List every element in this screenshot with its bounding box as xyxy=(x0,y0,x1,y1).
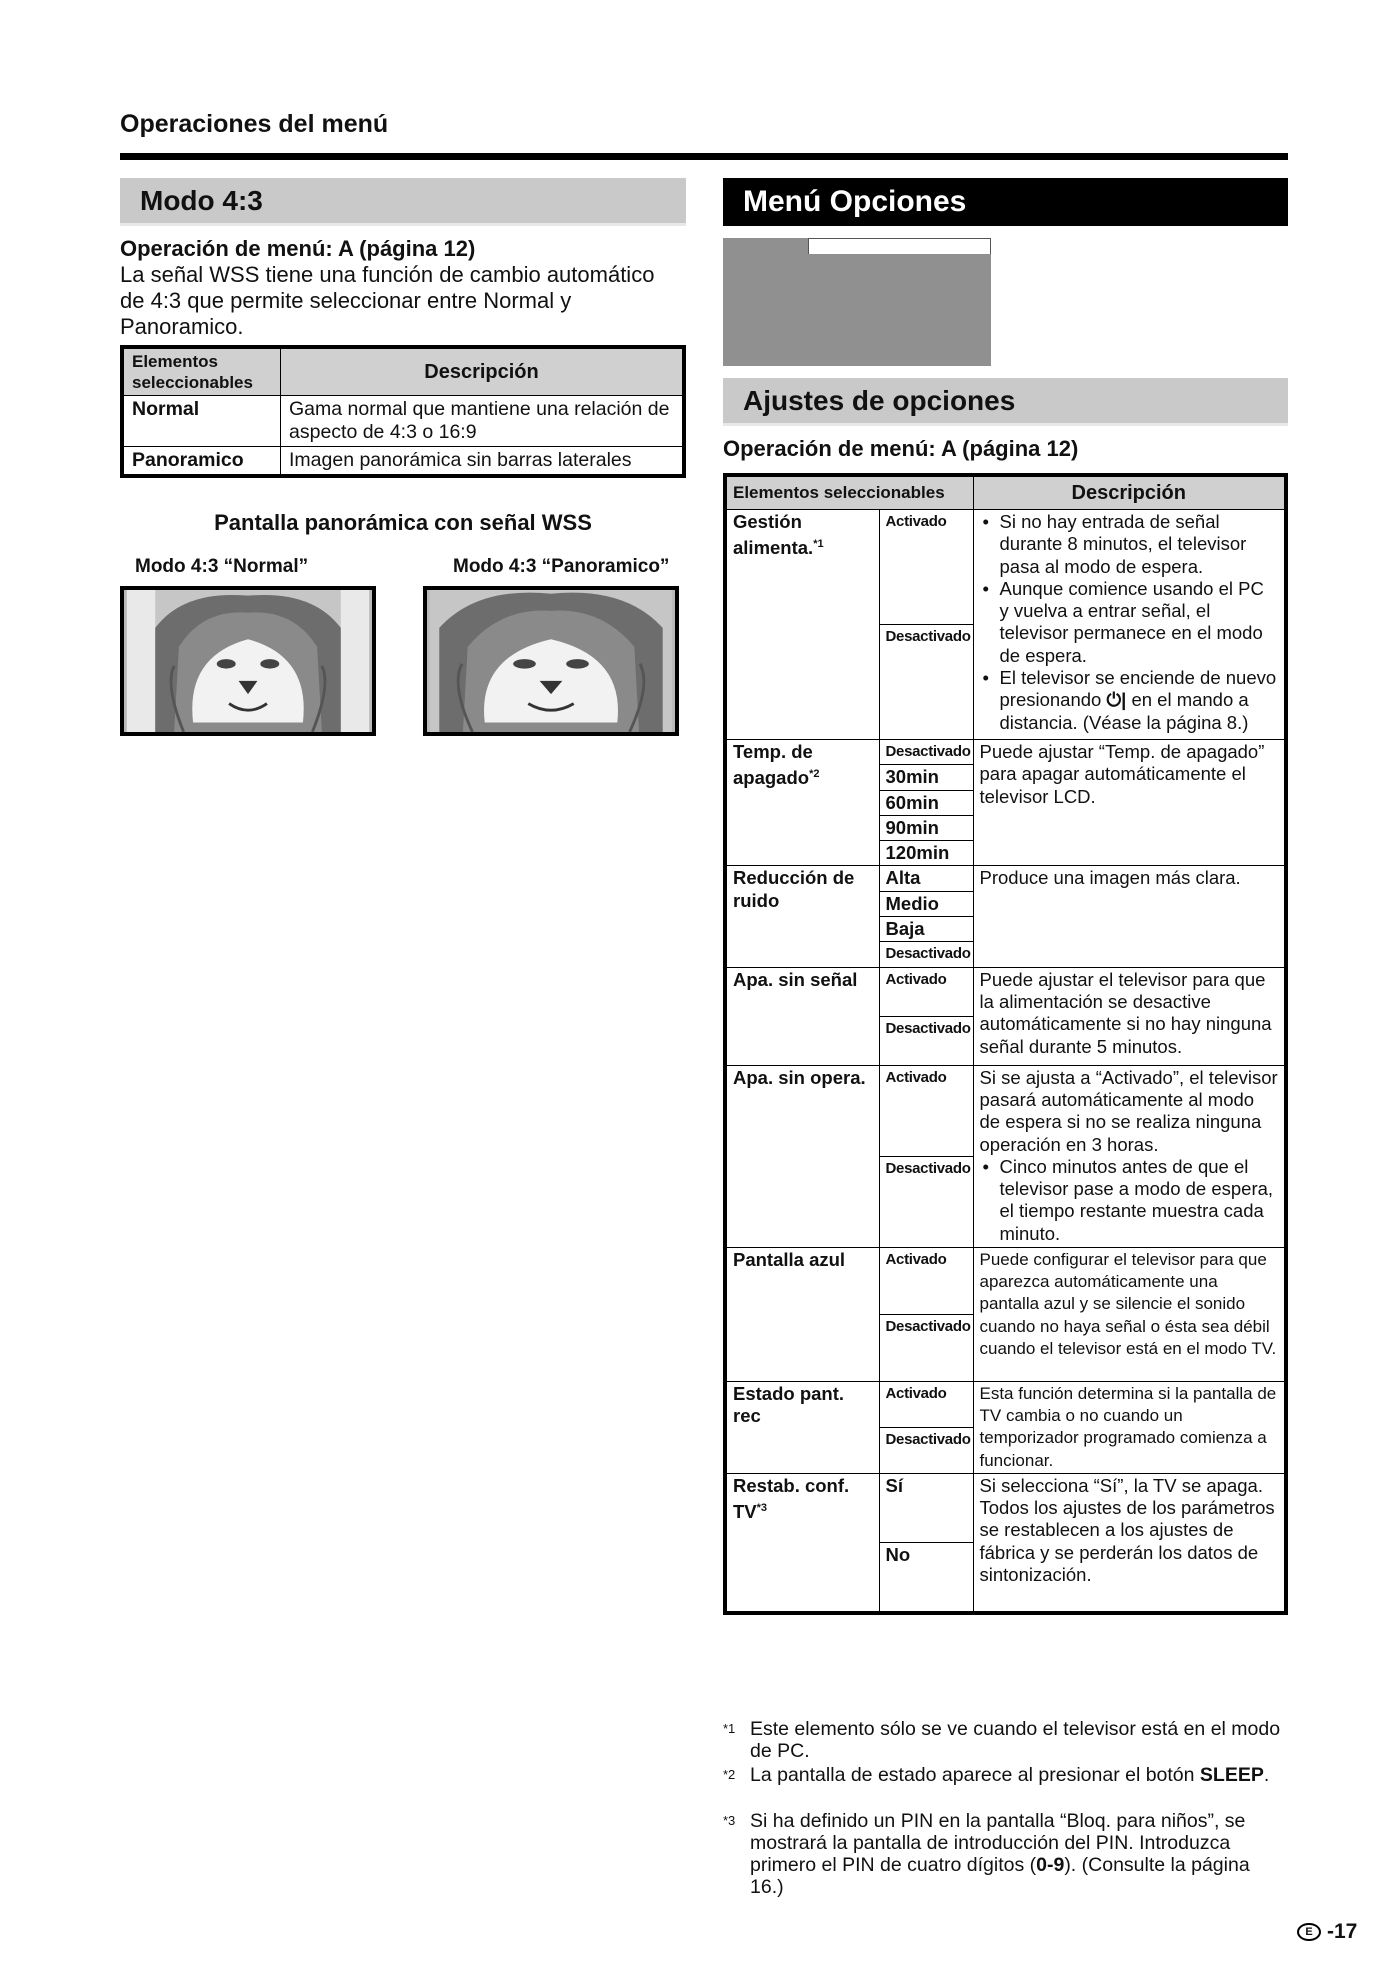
modo43-title: Modo 4:3 xyxy=(120,178,686,226)
item-ruido: Reducción de ruido xyxy=(725,866,879,967)
item-estado-pant: Estado pant. rec xyxy=(725,1381,879,1473)
col-header-items: Elementos seleccionables xyxy=(725,475,973,510)
option-30min: 30min xyxy=(879,765,973,790)
item-temp: Temp. de apagado$^{*2}$ xyxy=(725,740,879,866)
screen-normal-illustration xyxy=(120,586,376,736)
page-number-text: -17 xyxy=(1327,1920,1358,1943)
menu-tab-graphic xyxy=(808,238,991,254)
header-rule xyxy=(120,153,1288,160)
table-row xyxy=(122,447,684,477)
col-header-description: Descripción xyxy=(281,347,685,396)
table-row xyxy=(725,866,1286,891)
desc-temp: Puede ajustar “Temp. de apagado” para apagar automáticamente el televisor LCD. xyxy=(973,740,1286,866)
running-header: Operaciones del menú xyxy=(120,110,389,138)
item-restab: Restab. conf. TV$^{*3}$ xyxy=(725,1473,879,1613)
option-activado: Activado xyxy=(879,1247,973,1314)
option-si: Sí xyxy=(879,1473,973,1542)
option-desactivado: Desactivado xyxy=(879,740,973,765)
option-desactivado: Desactivado xyxy=(879,1427,973,1473)
screen-panoramico-illustration xyxy=(423,586,679,736)
power-icon: ⏻| xyxy=(1106,689,1127,711)
desc-pantalla-azul: Puede configurar el televisor para que aparezca automáticamente una pantalla azul y se silencie el sonido cuando no haya señal o ésta sea débil cuando el televisor está en el modo TV. xyxy=(973,1247,1286,1381)
desc-apa-senal: Puede ajustar el televisor para que la alimentación se desactive automáticamente si no hay ninguna señal durante 5 minutos. xyxy=(973,967,1286,1065)
bullet: • Cinco minutos antes de que el televisor pase a modo de espera, el tiempo restante muestra cada minuto. xyxy=(980,1156,1279,1245)
opciones-table xyxy=(723,473,1288,1615)
footnote-3: *3 Si ha definido un PIN en la pantalla “Bloq. para niños”, se mostrará la pantalla de introducción del PIN. Introduzca primero el PIN de cuatro dígitos (0-9). (Consulte la página 16.) xyxy=(723,1810,1250,1898)
col-header-description: Descripción xyxy=(973,475,1286,510)
option-60min: 60min xyxy=(879,790,973,815)
modo43-table xyxy=(120,345,686,478)
page-number xyxy=(1297,1920,1357,1944)
table-row xyxy=(122,396,684,447)
lion-image xyxy=(427,590,675,732)
option-medio: Medio xyxy=(879,891,973,916)
label-normal: Modo 4:3 “Normal” xyxy=(135,556,309,577)
row-name: Panoramico xyxy=(122,447,281,477)
table-row xyxy=(725,1473,1286,1542)
option-desactivado: Desactivado xyxy=(879,1016,973,1065)
option-desactivado: Desactivado xyxy=(879,1314,973,1381)
option-baja: Baja xyxy=(879,917,973,942)
option-120min: 120min xyxy=(879,841,973,866)
desc-text: Si se ajusta a “Activado”, el televisor pasará automáticamente al modo de espera si no se realiza ninguna operación en 3 horas. xyxy=(979,1066,1278,1155)
item-pantalla-azul: Pantalla azul xyxy=(725,1247,879,1381)
modo43-intro: La señal WSS tiene una función de cambio automático de 4:3 que permite seleccionar entre Normal y Panoramico. xyxy=(120,262,655,339)
bullet: • Si no hay entrada de señal durante 8 minutos, el televisor pasa al modo de espera. xyxy=(980,511,1279,578)
footnote-2: *2 La pantalla de estado aparece al presionar el botón SLEEP. xyxy=(723,1764,1270,1786)
footnote-1: *1 Este elemento sólo se ve cuando el televisor está en el modo de PC. xyxy=(723,1718,1281,1762)
modo43-operation: Operación de menú: A (página 12) xyxy=(120,236,476,261)
option-desactivado: Desactivado xyxy=(879,1156,973,1247)
table-row xyxy=(725,967,1286,1016)
desc-apa-opera xyxy=(973,1065,1286,1247)
label-panoramico: Modo 4:3 “Panoramico” xyxy=(453,556,670,577)
language-badge: E xyxy=(1297,1923,1321,1941)
row-desc: Imagen panorámica sin barras laterales xyxy=(281,447,685,477)
option-activado: Activado xyxy=(879,510,973,625)
option-desactivado: Desactivado xyxy=(879,625,973,740)
option-activado: Activado xyxy=(879,1381,973,1427)
row-desc: Gama normal que mantiene una relación de aspecto de 4:3 o 16:9 xyxy=(281,396,685,447)
item-apa-senal: Apa. sin señal xyxy=(725,967,879,1065)
ajustes-opciones-title: Ajustes de opciones xyxy=(723,378,1288,426)
option-90min: 90min xyxy=(879,815,973,840)
bullet: • El televisor se enciende de nuevo presionando ⏻| en el mando a distancia. (Véase la página 8.) xyxy=(980,667,1279,734)
desc-ruido: Produce una imagen más clara. xyxy=(973,866,1286,967)
option-no: No xyxy=(879,1542,973,1613)
item-gestion: Gestión alimenta.$^{*1}$ xyxy=(725,510,879,740)
lion-image xyxy=(124,590,372,732)
desc-estado-pant: Esta función determina si la pantalla de TV cambia o no cuando un temporizador programado comienza a funcionar. xyxy=(973,1381,1286,1473)
bullet: • Aunque comience usando el PC y vuelva a entrar señal, el televisor permanece en el modo de espera. xyxy=(980,578,1279,667)
option-alta: Alta xyxy=(879,866,973,891)
table-row xyxy=(725,510,1286,625)
table-row xyxy=(725,1065,1286,1156)
menu-opciones-title: Menú Opciones xyxy=(723,178,1288,226)
row-name: Normal xyxy=(122,396,281,447)
table-row xyxy=(725,1247,1286,1314)
figure-caption: Pantalla panorámica con señal WSS xyxy=(214,510,592,535)
item-apa-opera: Apa. sin opera. xyxy=(725,1065,879,1247)
menu-opciones-operation: Operación de menú: A (página 12) xyxy=(723,436,1079,461)
option-activado: Activado xyxy=(879,1065,973,1156)
table-row xyxy=(725,1381,1286,1427)
option-activado: Activado xyxy=(879,967,973,1016)
option-desactivado: Desactivado xyxy=(879,942,973,967)
desc-gestion xyxy=(973,510,1286,740)
menu-screen-graphic xyxy=(723,238,991,366)
col-header-items: Elementos seleccionables xyxy=(122,347,281,396)
desc-restab: Si selecciona “Sí”, la TV se apaga. Todos los ajustes de los parámetros se restablecen a los ajustes de fábrica y se perderán los datos de sintonización. xyxy=(973,1473,1286,1613)
table-row xyxy=(725,740,1286,765)
